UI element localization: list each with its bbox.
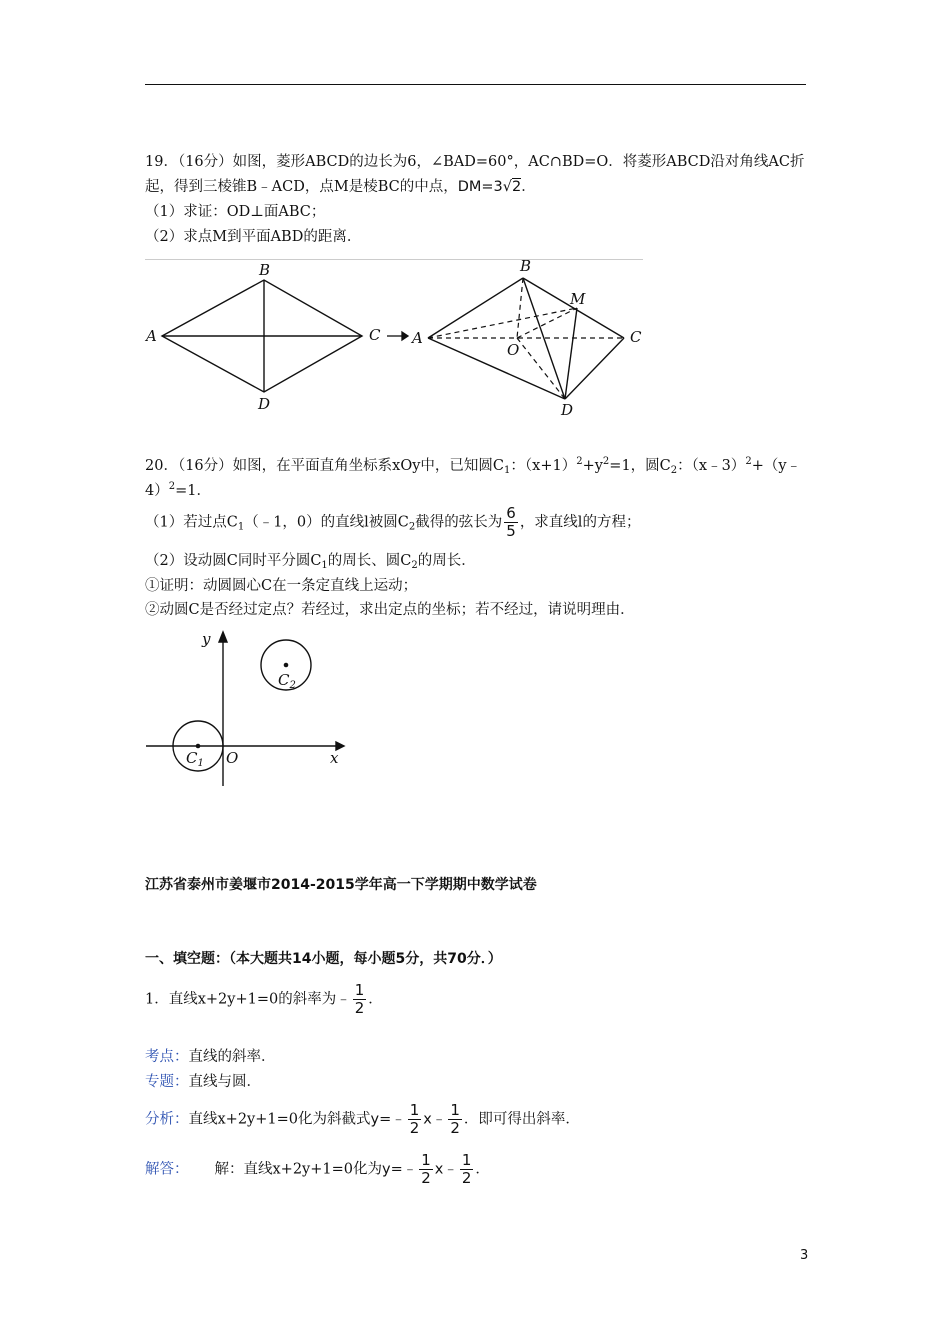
label-d-left: D xyxy=(258,395,271,413)
rhombus-figure xyxy=(162,280,362,392)
q19-part1: （1）求证：OD⊥面ABC； xyxy=(145,204,326,220)
fenxi-fraction-2 xyxy=(448,1102,462,1137)
tetrahedron-hidden-edges xyxy=(428,278,624,399)
q20-figure xyxy=(140,628,360,788)
section-heading: 一、填空题：（本大题共14小题，每小题5分，共70分．） xyxy=(145,951,502,967)
center-c1-dot xyxy=(196,744,201,749)
q20-part2 xyxy=(145,551,476,576)
zhuanti-label: 专题： xyxy=(145,1074,189,1090)
frac-num: 1 xyxy=(354,981,365,999)
label-c-right: C xyxy=(630,328,642,346)
label-origin: O xyxy=(226,749,239,767)
sup-2: 2 xyxy=(576,456,583,467)
kaodian-text: 直线的斜率． xyxy=(188,1049,276,1065)
label-c2-sub: 2 xyxy=(289,680,296,691)
q20-text: 的周长． xyxy=(417,553,476,569)
frac-num: 1 xyxy=(450,1101,460,1119)
frac-den: 2 xyxy=(461,1169,472,1187)
q20-text: 的周长、圆C xyxy=(327,553,412,569)
frac-den: 5 xyxy=(506,522,516,540)
label-b-left: B xyxy=(259,261,271,279)
label-a-left: A xyxy=(146,327,157,345)
jieda-end: ． xyxy=(475,1161,490,1178)
frac-num: 1 xyxy=(461,1151,472,1169)
header-rule xyxy=(145,84,806,85)
q20-item2: ②动圆C是否经过定点？若经过，求出定点的坐标；若不经过，请说明理由． xyxy=(145,602,635,618)
q19-line1: 19．（16分）如图，菱形ABCD的边长为6，∠BAD=60°，AC∩BD=O．将菱形ABCD沿对角线AC折 xyxy=(145,154,805,170)
q20-part1 xyxy=(145,505,640,540)
label-c2-letter: C xyxy=(278,671,290,689)
label-c1 xyxy=(186,749,204,769)
fenxi-eq-y: y=﹣ xyxy=(370,1111,406,1128)
q1-answer-fraction xyxy=(353,982,367,1017)
jieda-eq-x: x﹣ xyxy=(434,1161,458,1178)
zhuanti-text: 直线与圆． xyxy=(188,1074,261,1090)
kaodian-label: 考点： xyxy=(145,1049,189,1065)
q20-line2 xyxy=(145,477,211,501)
frac-den: 2 xyxy=(421,1169,431,1187)
q20-text: （﹣1，0）的直线l被圆C xyxy=(244,514,409,531)
frac-num: 1 xyxy=(409,1101,420,1119)
q20-text: 截得的弦长为 xyxy=(415,514,503,531)
jieda-label: 解答： xyxy=(145,1161,189,1178)
center-c2-dot xyxy=(284,663,289,668)
label-m-right: M xyxy=(570,290,586,308)
q20-text: =1，圆C xyxy=(609,458,671,474)
label-c2 xyxy=(278,671,296,691)
q1-answer-sign: ﹣ xyxy=(336,991,351,1008)
frac-num: 6 xyxy=(506,504,516,522)
sub-1: 1 xyxy=(321,560,328,571)
jieda-eq-y: y=﹣ xyxy=(382,1161,418,1178)
frac-num: 1 xyxy=(421,1151,431,1169)
coordinate-axes xyxy=(146,632,344,786)
sub-1: 1 xyxy=(237,521,245,533)
dm-radicand: 2 xyxy=(512,179,522,195)
sub-2: 2 xyxy=(408,521,416,533)
label-c1-letter: C xyxy=(186,749,198,767)
jieda-fraction-2 xyxy=(460,1152,474,1187)
sup-2: 2 xyxy=(168,481,176,492)
dm-label: DM=3 xyxy=(457,179,503,195)
fenxi-line xyxy=(145,1102,580,1137)
label-c-left: C xyxy=(369,326,381,344)
q19-line2 xyxy=(145,177,536,197)
q20-text: （1）若过点C xyxy=(145,514,238,531)
label-d-right: D xyxy=(561,401,574,418)
label-c1-sub: 1 xyxy=(197,758,204,769)
sub-1: 1 xyxy=(504,465,511,476)
sup-2: 2 xyxy=(602,456,610,467)
q20-text: ，求直线l的方程； xyxy=(519,514,641,531)
fenxi-text: 直线x+2y+1=0化为斜截式 xyxy=(188,1111,371,1128)
q20-text: =1． xyxy=(175,483,211,499)
label-b-right: B xyxy=(520,258,532,275)
frac-den: 2 xyxy=(450,1119,460,1137)
q19-figure xyxy=(140,258,660,418)
q20-line1 xyxy=(145,452,801,481)
fraction-6-5 xyxy=(504,505,518,540)
label-o-right: O xyxy=(507,341,520,359)
kaodian-line xyxy=(145,1047,276,1067)
q19-part2: （2）求点M到平面ABD的距离． xyxy=(145,229,362,245)
arrow-icon xyxy=(387,332,408,340)
zhuanti-line xyxy=(145,1072,261,1092)
fenxi-fraction-1 xyxy=(408,1102,422,1137)
q1-stem: 1．直线x+2y+1=0的斜率为 xyxy=(145,991,337,1008)
q19-line2-prefix: 起，得到三棱锥B﹣ACD，点M是棱BC的中点， xyxy=(145,179,458,195)
fenxi-text-end: ．即可得出斜率． xyxy=(463,1111,580,1128)
dm-expression xyxy=(458,178,522,195)
q20-text: +y xyxy=(582,458,603,474)
q20-text: ：（x﹣3） xyxy=(677,458,746,474)
label-x-axis: x xyxy=(330,749,339,767)
label-a-right: A xyxy=(412,329,423,347)
q20-text: +（y﹣ xyxy=(751,458,802,474)
jieda-line xyxy=(145,1152,490,1187)
frac-den: 2 xyxy=(409,1119,420,1137)
sup-2: 2 xyxy=(745,456,752,467)
frac-den: 2 xyxy=(354,999,365,1017)
dm-suffix: ． xyxy=(521,179,536,195)
page-number: 3 xyxy=(800,1248,809,1263)
q20-text: ：（x+1） xyxy=(510,458,577,474)
q20-item1: ①证明：动圆圆心C在一条定直线上运动； xyxy=(145,578,418,594)
jieda-fraction-1 xyxy=(419,1152,433,1187)
q20-text: 4） xyxy=(145,483,169,499)
q1-line xyxy=(145,982,383,1017)
sub-2: 2 xyxy=(411,560,418,571)
q20-text: （2）设动圆C同时平分圆C xyxy=(145,553,322,569)
q1-end: ． xyxy=(368,991,383,1008)
jieda-text: 解：直线x+2y+1=0化为 xyxy=(214,1161,382,1178)
sqrt-symbol: √ xyxy=(502,179,513,195)
q20-text: 20．（16分）如图，在平面直角坐标系xOy中，已知圆C xyxy=(145,458,505,474)
exam-title: 江苏省泰州市姜堰市2014-2015学年高一下学期期中数学试卷 xyxy=(145,877,537,893)
fenxi-label: 分析： xyxy=(145,1111,189,1128)
fenxi-eq-x: x﹣ xyxy=(423,1111,447,1128)
label-y-axis: y xyxy=(202,630,211,648)
sub-2: 2 xyxy=(670,465,678,476)
